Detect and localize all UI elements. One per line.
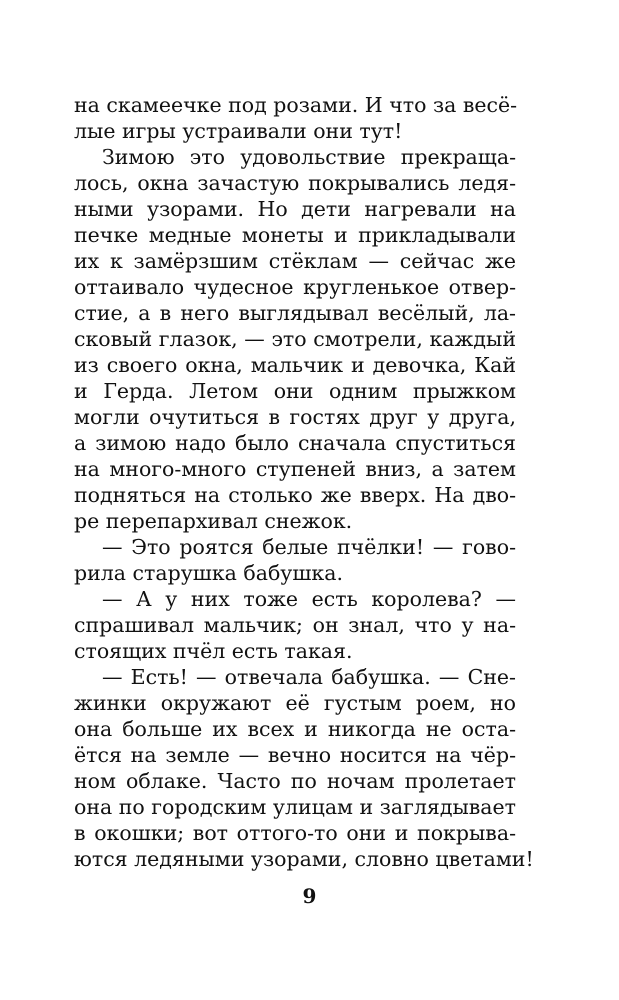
text-line: стие, а в него выглядывал весёлый, ла- — [74, 301, 516, 325]
text-line: жинки окружают её густым роем, но — [74, 691, 516, 715]
text-line: лые игры устраивали они тут! — [74, 119, 403, 143]
text-line: сковый глазок, — это смотрели, каждый — [74, 327, 516, 351]
text-line: ном облаке. Часто по ночам пролетает — [74, 769, 516, 793]
text-line: из своего окна, мальчик и девочка, Кай — [74, 353, 516, 377]
text-line: рила старушка бабушка. — [74, 561, 343, 585]
text-line: — А у них тоже есть королева? — — [102, 587, 516, 611]
text-line: и Герда. Летом они одним прыжком — [74, 379, 516, 403]
text-line: — Это роятся белые пчёлки! — гово- — [102, 535, 516, 559]
text-line: могли очутиться в гостях друг у друга, — [74, 405, 516, 429]
text-line: а зимою надо было сначала спуститься — [74, 431, 516, 455]
text-line: ются ледяными узорами, словно цветами! — [74, 847, 534, 871]
paragraph-4 — [74, 586, 516, 664]
paragraph-3 — [74, 534, 516, 586]
text-line: на скамеечке под розами. И что за весё- — [74, 93, 518, 117]
paragraph-5 — [74, 664, 534, 872]
page-body — [74, 92, 534, 872]
text-line: Зимою это удовольствие прекраща- — [102, 145, 516, 169]
paragraph-1 — [74, 92, 516, 144]
text-line: — Есть! — отвечала бабушка. — Сне- — [102, 665, 516, 689]
text-line: лось, окна зачастую покрывались ледя- — [74, 171, 516, 195]
text-line: печке медные монеты и прикладывали — [74, 223, 516, 247]
text-line: спрашивал мальчик; он знал, что у на- — [74, 613, 516, 637]
text-line: оттаивало чудесное кругленькое отвер- — [74, 275, 516, 299]
text-line: подняться на столько же вверх. На дво- — [74, 483, 516, 507]
text-line: она больше их всех и никогда не оста- — [74, 717, 516, 741]
text-line: их к замёрзшим стёклам — сейчас же — [74, 249, 516, 273]
text-line: стоящих пчёл есть такая. — [74, 639, 353, 663]
text-line: ётся на земле — вечно носится на чёр- — [74, 743, 516, 767]
text-line: на много-много ступеней вниз, а затем — [74, 457, 516, 481]
paragraph-2 — [74, 144, 516, 534]
text-line: ными узорами. Но дети нагревали на — [74, 197, 516, 221]
text-line: в окошки; вот оттого-то они и покрыва- — [74, 821, 516, 845]
text-line: она по городским улицам и заглядывает — [74, 795, 516, 819]
page-number: 9 — [302, 884, 317, 908]
text-line: ре перепархивал снежок. — [74, 509, 353, 533]
